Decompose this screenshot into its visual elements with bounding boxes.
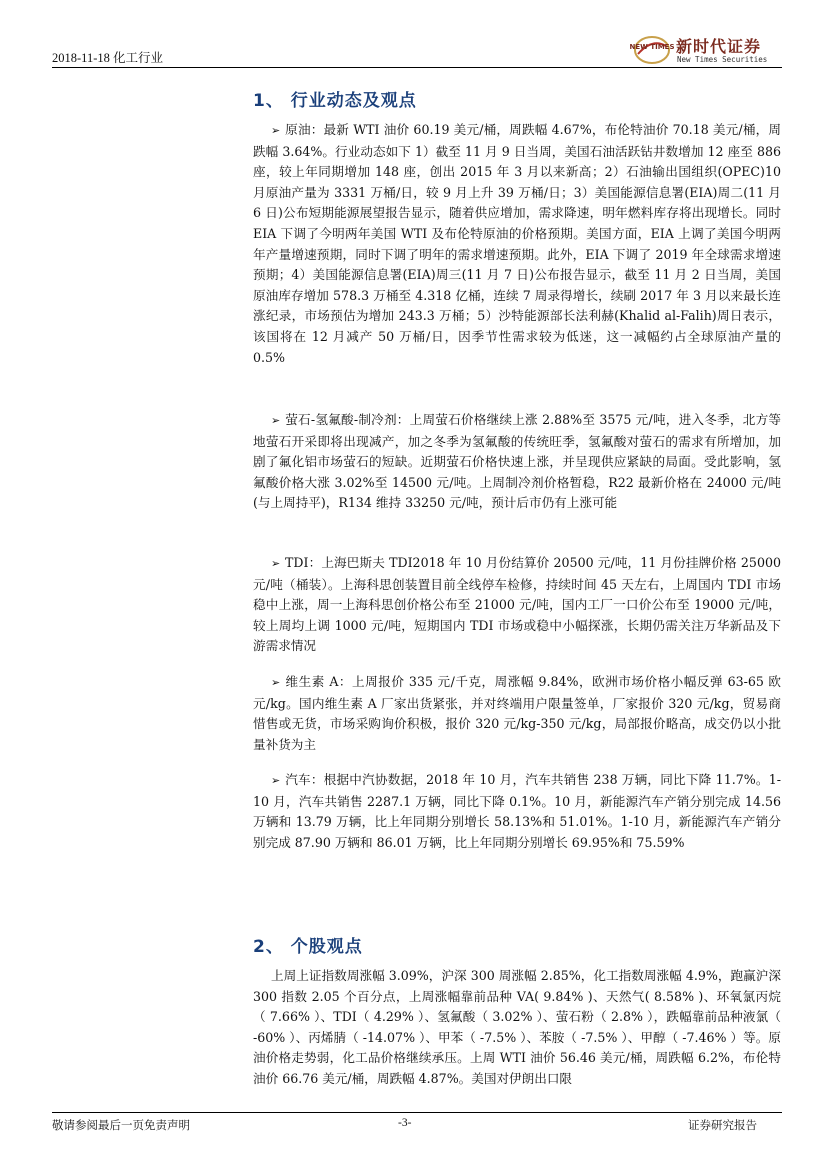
footer-divider	[52, 1112, 782, 1113]
header-divider	[52, 67, 782, 68]
logo-mark-text: NEW TIMES	[629, 43, 675, 51]
company-logo	[629, 34, 782, 68]
paragraph-auto	[253, 770, 781, 853]
section-2-title: 2、 个股观点	[253, 937, 363, 957]
section-1-title: 1、 行业动态及观点	[253, 91, 417, 111]
paragraph-text: 汽车：根据中汽协数据，2018 年 10 月，汽车共销售 238 万辆，同比下降 11.7%。1-10 月，汽车共销售 2287.1 万辆，同比下降 0.1%。10 月，新能源汽车产销分别完成 14.56 万辆和 13.79 万辆，比上年同期分别增长 58.13%和 51.01%。1-10 月，新能源汽车产销分别完成 87.90 万辆和 86.01 万辆，比上年同期分别增长 69.95%和 75.59%	[253, 772, 781, 850]
paragraph-stock-view	[253, 966, 781, 1090]
paragraph-text: 原油：最新 WTI 油价 60.19 美元/桶，周跌幅 4.67%，布伦特油价 70.18 美元/桶，周跌幅 3.64%。行业动态如下 1）截至 11 月 9 日当周，美国石油活跃钻井数增加 12 座至 886 座，较上年同期增加 148 座，创出 2015 年 3 月以来新高；2）石油输出国组织(OPEC)10 月原油产量为 3331 万桶/日，较 9 月上升 39 万桶/日；3）美国能源信息署(EIA)周二(11 月 6 日)公布短期能源展望报告显示，随着供应增加，需求降速，明年燃料库存将出现增长。同时 EIA 下调了今明两年美国 WTI 及布伦特原油的价格预期。美国方面，EIA 上调了美国今明两年产量增速预期，同时下调了明年的需求增速预期。此外，EIA 下调了 2019 年全球需求增速预期；4）美国能源信息署(EIA)周三(11 月 7 日)公布报告显示，截至 11 月 2 日当周，美国原油库存增加 578.3 万桶至 4.318 亿桶，连续 7 周录得增长，续刷 2017 年 3 月以来最长连涨纪录，市场预估为增加 243.3 万桶；5）沙特能源部长法利赫(Khalid al-Falih)周日表示，该国将在 12 月减产 50 万桶/日，因季节性需求较为低迷，这一减幅约占全球原油产量的 0.5%	[253, 122, 781, 365]
paragraph-text: 萤石-氢氟酸-制冷剂：上周萤石价格继续上涨 2.88%至 3575 元/吨，进入冬季，北方等地萤石开采即将出现减产，加之冬季为氢氟酸的传统旺季，氢氟酸对萤石的需求有所增加，加剧了氟化铝市场萤石的短缺。近期萤石价格快速上涨，并呈现供应紧缺的局面。受此影响，氢氟酸价格大涨 3.02%至 14500 元/吨。上周制冷剂价格暂稳，R22 最新价格在 24000 元/吨(与上周持平)，R134 维持 33250 元/吨，预计后市仍有上涨可能	[253, 412, 781, 511]
bullet-icon: ➢	[271, 774, 281, 787]
paragraph-text: 维生素 A：上周报价 335 元/千克，周涨幅 9.84%，欧洲市场价格小幅反弹 63-65 欧元/kg。国内维生素 A 厂家出货紧张，并对终端用户限量签单，厂家报价 320 元/kg，贸易商惜售或无货，市场采购询价积极，报价 320 元/kg-350 元/kg，局部报价略高，成交仍以小批量补货为主	[253, 674, 781, 752]
paragraph-text: 上周上证指数周涨幅 3.09%，沪深 300 周涨幅 2.85%，化工指数周涨幅 4.9%，跑赢沪深 300 指数 2.05 个百分点，上周涨幅靠前品种 VA( 9.84% )、天然气( 8.58% )、环氧氯丙烷（ 7.66% ）、TDI（ 4.29% ）、氢氟酸（ 3.02% ）、萤石粉（ 2.8% ），跌幅靠前品种液氯（ -60% ）、丙烯腈（ -14.07% ）、甲苯（ -7.5% ）、苯胺（ -7.5% ）、甲醇（ -7.46% ）等。原油价格走势弱，化工品价格继续承压。上周 WTI 油价 56.46 美元/桶，周跌幅 6.2%，布伦特油价 66.76 美元/桶，周跌幅 4.87%。美国对伊朗出口限	[253, 968, 781, 1086]
logo-english-name: New Times Securities	[677, 55, 768, 64]
bullet-icon: ➢	[271, 676, 281, 689]
paragraph-fluorite	[253, 410, 781, 514]
footer-report-type: 证券研究报告	[688, 1118, 757, 1132]
bullet-icon: ➢	[271, 557, 281, 570]
paragraph-text: TDI：上海巴斯夫 TDI2018 年 10 月份结算价 20500 元/吨，11 月份挂牌价格 25000 元/吨（桶装）。上海科思创装置目前全线停车检修，持续时间 45 天左右，上周国内 TDI 市场稳中上涨，周一上海科思创价格公布至 21000 元/吨，国内工厂一口价公布至 19000 元/吨，较上周均上调 1000 元/吨，短期国内 TDI 市场或稳中小幅探涨，长期仍需关注万华新品及下游需求情况	[253, 555, 781, 654]
logo-chinese-name: 新时代证券	[676, 37, 762, 56]
bullet-icon: ➢	[271, 124, 281, 137]
footer-disclaimer: 敬请参阅最后一页免责声明	[52, 1118, 190, 1132]
paragraph-vitamin-a	[253, 672, 781, 755]
page-header	[52, 37, 782, 68]
paragraph-tdi	[253, 553, 781, 657]
header-date-industry: 2018-11-18 化工行业	[52, 51, 163, 65]
bullet-icon: ➢	[271, 414, 281, 427]
logo-mark-icon	[629, 34, 675, 66]
paragraph-crude-oil	[253, 120, 781, 368]
page-number: -3-	[398, 1117, 412, 1129]
